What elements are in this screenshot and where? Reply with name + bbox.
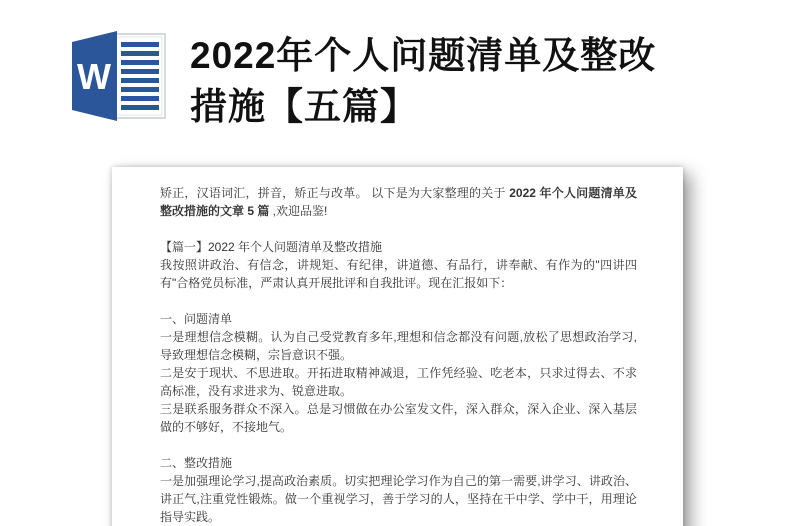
paragraph-text: 矫正，汉语词汇，拼音，矫正与改革。 以下是为大家整理的关于 (160, 186, 510, 200)
paragraph (160, 454, 637, 472)
blank-line (160, 436, 637, 454)
document-paragraphs (160, 184, 637, 526)
paragraph (160, 328, 637, 364)
document-preview-page (112, 167, 683, 526)
word-icon (69, 28, 169, 124)
paragraph-text: 一是加强理论学习,提高政治素质。切实把理论学习作为自己的第一需要,讲学习、讲政治、讲正气,注重党性锻炼。做一个重视学习，善于学习的人，坚持在干中学、学中干，用理论指导实践。 (160, 474, 637, 524)
blank-line (160, 220, 637, 238)
word-icon-letter: W (77, 56, 111, 97)
paragraph (160, 364, 637, 400)
paragraph (160, 184, 637, 220)
page-title-line1: 2022年个人问题清单及整改 (190, 35, 657, 76)
paragraph-text: 二、整改措施 (160, 456, 233, 470)
word-icon-flap (72, 31, 117, 121)
paragraph-text: 一是理想信念模糊。认为自己受党教育多年,理想和信念都没有问题,放松了思想政治学习,导致理想信念模糊，宗旨意识不强。 (160, 330, 637, 362)
paragraph (160, 400, 637, 436)
blank-line (160, 292, 637, 310)
document-header (0, 0, 800, 150)
paragraph-text: 一、问题清单 (160, 312, 233, 326)
paragraph-text: 三是联系服务群众不深入。总是习惯做在办公室发文件，深入群众，深入企业、深入基层做的不够好，不接地气。 (160, 402, 637, 434)
paragraph (160, 472, 637, 526)
paragraph-text: 二是安于现状、不思进取。开拓进取精神减退，工作凭经验、吃老本，只求过得去、不求高标准，没有求进求为、锐意进取。 (160, 366, 637, 398)
paragraph-text-bold: 2022 年个人问题清单及整改措施的文章 5 篇 (160, 186, 638, 218)
paragraph (160, 238, 637, 256)
paragraph (160, 256, 637, 292)
paragraph-text: ,欢迎品鉴! (269, 204, 328, 218)
paragraph-text: 我按照讲政治、有信念，讲规矩、有纪律，讲道德、有品行，讲奉献、有作为的"四讲四有"合格党员标准，严肃认真开展批评和自我批评。现在汇报如下： (160, 258, 637, 290)
paragraph (160, 310, 637, 328)
word-icon-document (111, 34, 165, 118)
page-title-line2: 措施【五篇】 (190, 86, 418, 127)
paragraph-text: 【篇一】2022 年个人问题清单及整改措施 (160, 240, 383, 254)
page-title (190, 30, 750, 132)
